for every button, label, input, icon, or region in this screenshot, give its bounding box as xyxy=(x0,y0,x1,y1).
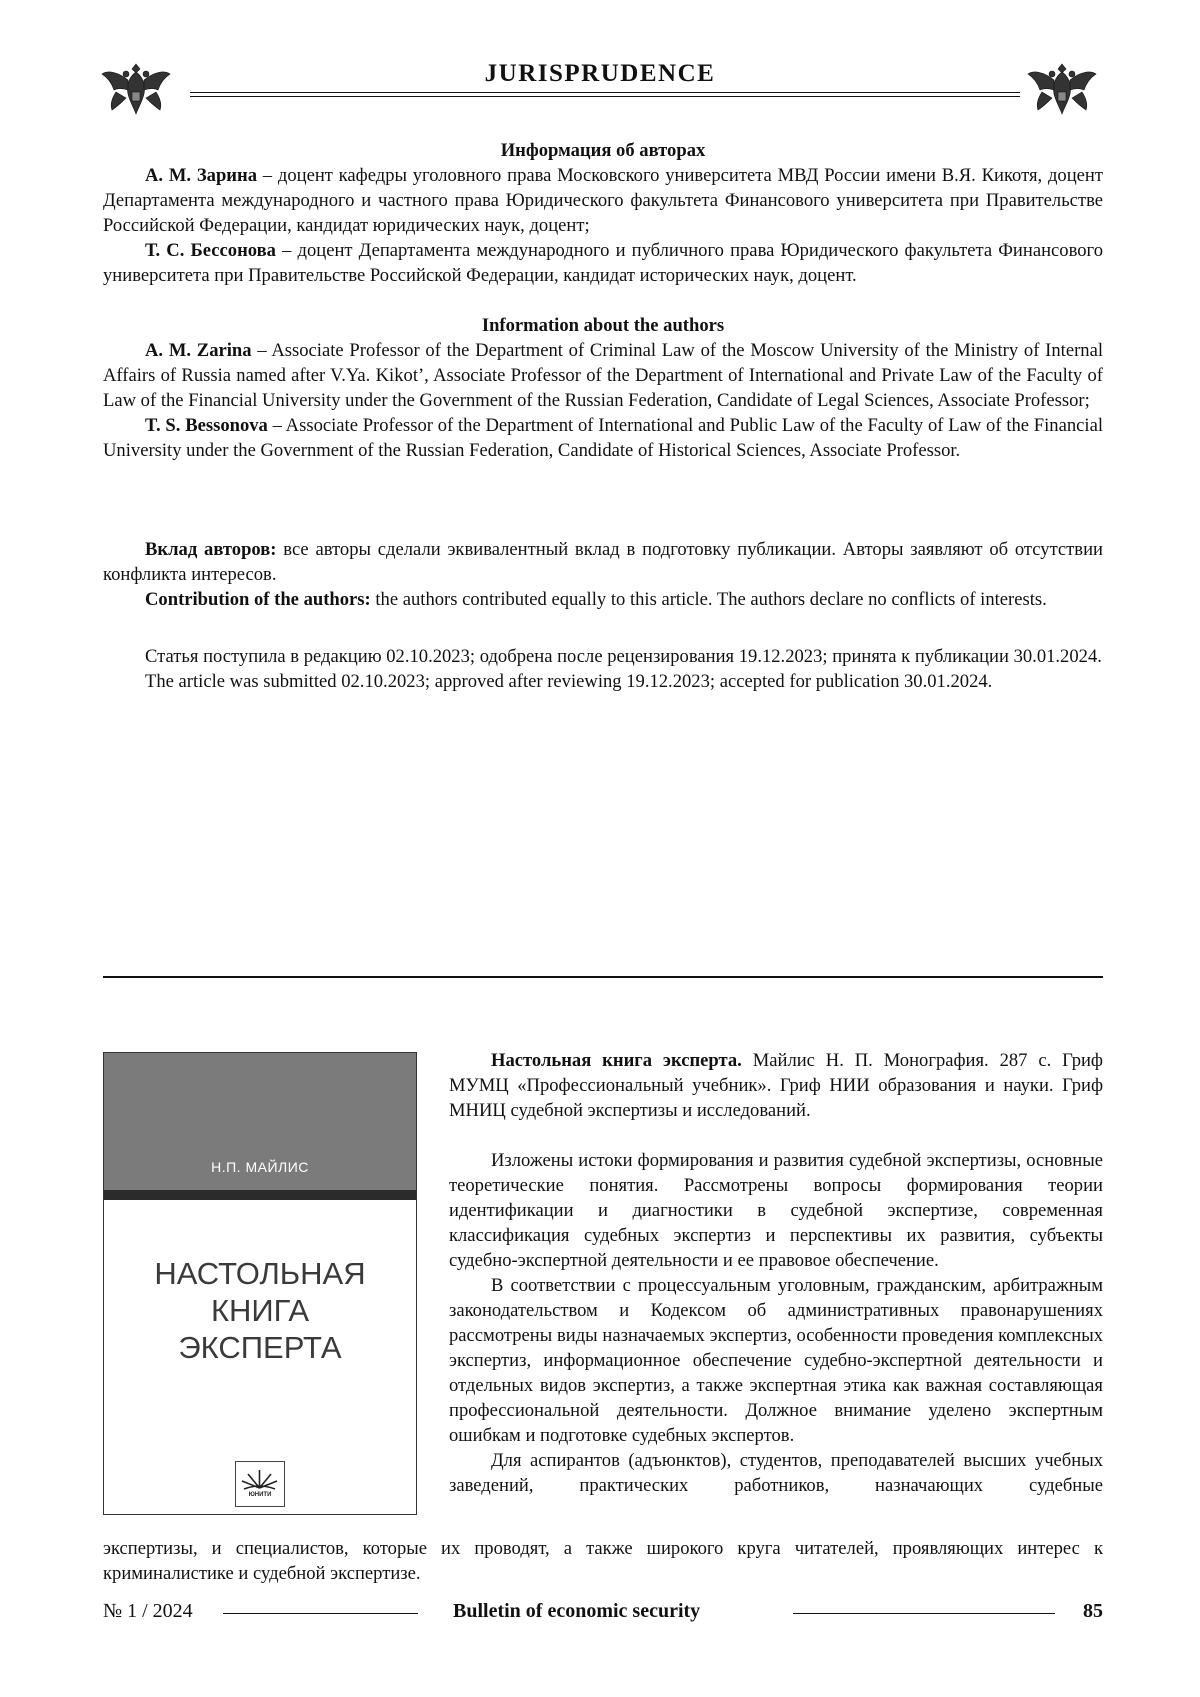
author-2-name-en: T. S. Bessonova xyxy=(145,415,268,436)
header-rule-secondary xyxy=(190,96,1020,97)
book-paragraph-3b-container xyxy=(103,1536,1103,1586)
section-divider xyxy=(103,976,1103,978)
book-paragraph-2: В соответствии с процессуальным уголовным, гражданским, арбитражным законодательством и Кодексом об административных правонарушениях рассмотрены виды назначаемых экспертиз, особенности проведения комплексных экспертиз, информационное обеспечение судебно-экспертной деятельности и отдельных видов экспертиз, а также экспертная этика как важная составляющая профессиональной деятельности. Должное внимание уделено экспертным ошибкам и подготовке судебных экспертов. xyxy=(449,1275,1103,1446)
authors-heading-en: Information about the authors xyxy=(481,315,725,336)
cover-title xyxy=(104,1255,416,1366)
author-1-en xyxy=(103,338,1103,413)
cover-band xyxy=(104,1190,416,1200)
author-2-ru xyxy=(103,238,1103,288)
author-1-name-ru: А. М. Зарина xyxy=(145,165,258,186)
contribution-en xyxy=(103,587,1103,612)
double-headed-eagle-emblem-icon xyxy=(1026,58,1098,120)
footer-rule-right xyxy=(793,1613,1055,1614)
book-paragraph-3b: экспертизы, и специалистов, которые их проводят, а также широкого круга читателей, проявляющих интерес к криминалистике и судебной экспертизе. xyxy=(103,1538,1103,1584)
cover-title-line-1: НАСТОЛЬНАЯ xyxy=(154,1256,366,1291)
publisher-logo-icon xyxy=(236,1462,283,1492)
author-2-bio-ru: – доцент Департамента международного и публичного права Юридического факультета Финансового университета при Правительстве Российской Федерации, кандидат исторических наук, доцент. xyxy=(103,240,1103,286)
author-2-en xyxy=(103,413,1103,463)
book-cover-image xyxy=(103,1052,417,1515)
authors-info-en xyxy=(103,313,1103,463)
footer-rule-left xyxy=(223,1613,418,1614)
author-1-ru xyxy=(103,163,1103,238)
book-title: Настольная книга эксперта. xyxy=(491,1050,742,1071)
dates-ru: Статья поступила в редакцию 02.10.2023; одобрена после рецензирования 19.12.2023; принята к публикации 30.01.2024. xyxy=(145,646,1102,667)
contribution-label-ru: Вклад авторов: xyxy=(145,539,277,560)
book-paragraph-3a: Для аспирантов (адъюнктов), студентов, преподавателей высших учебных заведений, практических работников, назначающих судебные xyxy=(449,1450,1103,1496)
publisher-name: ЮНИТИ xyxy=(248,1492,272,1498)
cover-author: Н.П. МАЙЛИС xyxy=(211,1159,309,1175)
book-title-line xyxy=(449,1048,1103,1123)
publisher-logo xyxy=(235,1461,285,1507)
page-footer xyxy=(103,1600,1103,1630)
authors-info-ru xyxy=(103,138,1103,288)
contribution-text-en: the authors contributed equally to this article. The authors declare no conflicts of interests. xyxy=(370,589,1047,610)
article-dates xyxy=(103,644,1103,694)
page-number: 85 xyxy=(1083,1600,1103,1622)
book-details: Майлис Н. П. Монография. 287 с. Гриф МУМЦ «Профессиональный учебник». Гриф НИИ образования и науки. Гриф МНИЦ судебной экспертизы и исследований. xyxy=(449,1050,1103,1121)
cover-title-line-3: ЭКСПЕРТА xyxy=(178,1330,342,1365)
header-rule xyxy=(190,92,1020,93)
page-header xyxy=(0,0,1200,120)
issue-number: № 1 / 2024 xyxy=(103,1600,193,1622)
section-title: JURISPRUDENCE xyxy=(484,60,716,87)
contribution-ru xyxy=(103,537,1103,587)
book-description xyxy=(449,1048,1103,1498)
journal-name: Bulletin of economic security xyxy=(453,1600,701,1622)
author-1-bio-en: – Associate Professor of the Department of Criminal Law of the Moscow University of the Ministry of Internal Affairs of Russia named after V.Ya. Kikot’, Associate Professor of the Department of International and Private Law of the Faculty of Law of the Financial University under the Government of the Russian Federation, Candidate of Legal Sciences, Associate Professor; xyxy=(103,340,1104,411)
contribution-text-ru: все авторы сделали эквивалентный вклад в подготовку публикации. Авторы заявляют об отсутствии конфликта интересов. xyxy=(103,539,1103,585)
author-1-bio-ru: – доцент кафедры уголовного права Московского университета МВД России имени В.Я. Кикотя, доцент Департамента международного и частного права Юридического факультета Финансового университета при Правительстве Российской Федерации, кандидат юридических наук, доцент; xyxy=(103,165,1103,236)
author-2-name-ru: Т. С. Бессонова xyxy=(145,240,276,261)
author-2-bio-en: – Associate Professor of the Department of International and Public Law of the Faculty of Law of the Financial University under the Government of the Russian Federation, Candidate of Historical Sciences, Associate Professor. xyxy=(103,415,1103,461)
contribution-label-en: Contribution of the authors: xyxy=(145,589,371,610)
author-1-name-en: A. M. Zarina xyxy=(145,340,252,361)
cover-title-line-2: КНИГА xyxy=(210,1293,310,1328)
book-paragraph-1: Изложены истоки формирования и развития судебной экспертизы, основные теоретические понятия. Рассмотрены вопросы формирования теории идентификации и диагностики в судебной экспертизе, современная классификация судебных экспертиз и перспективы их развития, субъекты судебно-экспертной деятельности и ее правовое обеспечение. xyxy=(449,1150,1103,1271)
contribution-section xyxy=(103,537,1103,612)
authors-heading-ru: Информация об авторах xyxy=(500,140,706,161)
dates-en: The article was submitted 02.10.2023; approved after reviewing 19.12.2023; accepted for publication 30.01.2024. xyxy=(145,671,993,692)
